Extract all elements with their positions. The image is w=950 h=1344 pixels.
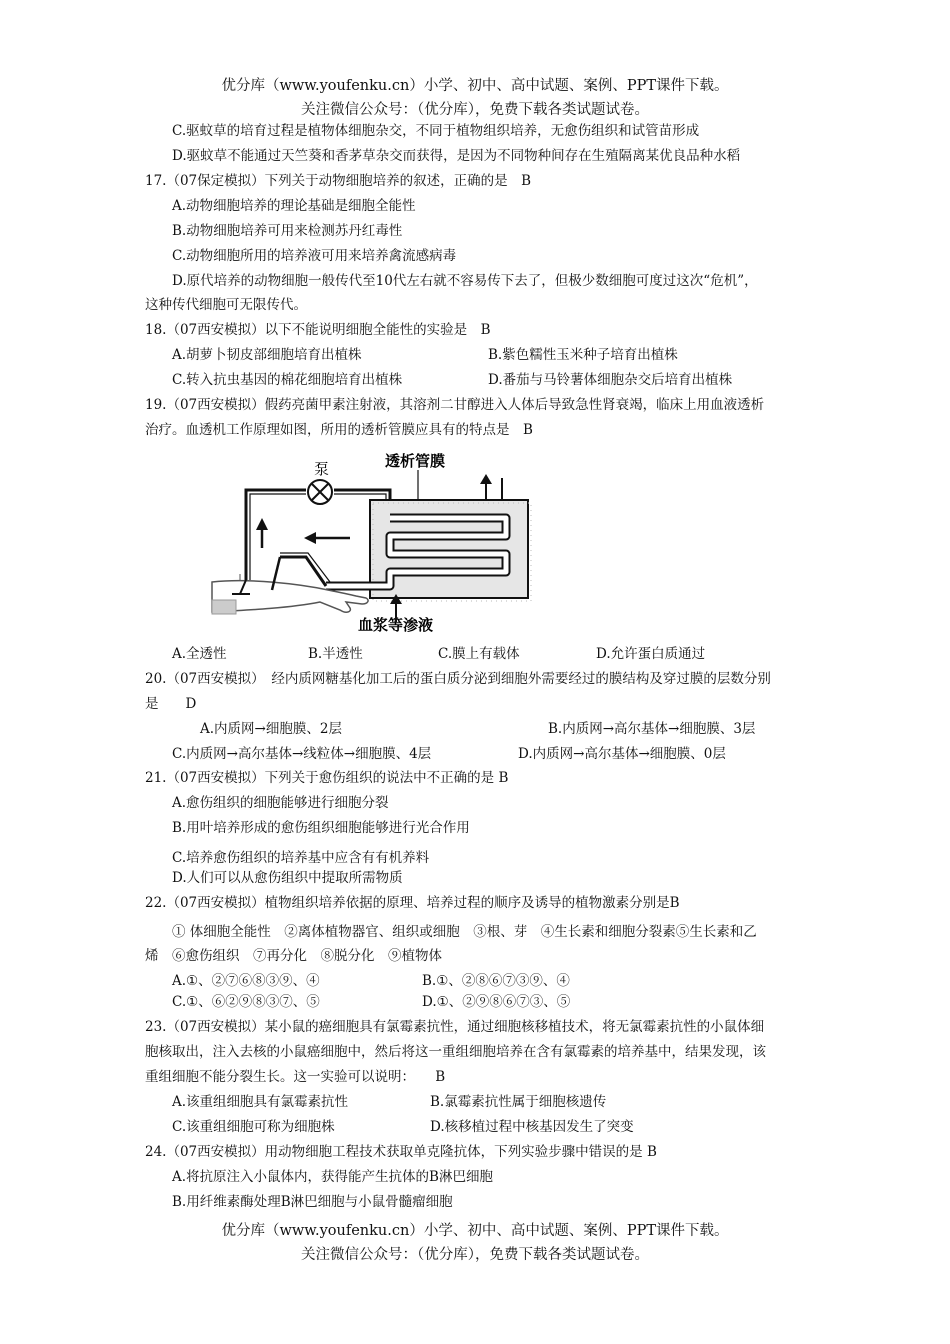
q18-option-b: B.紫色糯性玉米种子培育出植株 [488, 347, 678, 363]
q21-stem: 21.（07西安模拟）下列关于愈伤组织的说法中不正确的是 B [145, 770, 509, 786]
q19-stem-2: 治疗。血透机工作原理如图，所用的透析管膜应具有的特点是 B [145, 422, 533, 438]
q19-option-b: B.半透性 [308, 646, 363, 662]
q23-option-d: D.核移植过程中核基因发生了突变 [430, 1119, 634, 1135]
q23-stem-1: 23.（07西安模拟）某小鼠的癌细胞具有氯霉素抗性，通过细胞核移植技术，将无氯霉素抗性的小鼠体细 [145, 1019, 765, 1035]
pump-icon [308, 480, 332, 504]
q21-option-a: A.愈伤组织的细胞能够进行细胞分裂 [172, 795, 389, 811]
q20-option-d: D.内质网→高尔基体→细胞膜、0层 [518, 746, 726, 762]
q22-option-d: D.①、②⑨⑧⑥⑦③、⑤ [422, 994, 571, 1010]
q23-stem-2: 胞核取出，注入去核的小鼠癌细胞中，然后将这一重组细胞培养在含有氯霉素的培养基中，结果发现，该 [145, 1044, 766, 1060]
inflow-tube [280, 557, 326, 586]
q17-option-d: D.原代培养的动物细胞一般传代至10代左右就不容易传下去了，但极少数细胞可度过这次“危机”， [172, 273, 758, 289]
q23-stem-3: 重组细胞不能分裂生长。这一实验可以说明： B [145, 1069, 446, 1085]
q19-option-c: C.膜上有载体 [438, 646, 520, 662]
footer-line-1: 优分库（www.youfenku.cn）小学、初中、高中试题、案例、PPT课件下载。 [221, 1223, 729, 1239]
q20-option-c: C.内质网→高尔基体→线粒体→细胞膜、4层 [172, 746, 432, 762]
q18-option-c: C.转入抗虫基因的棉花细胞培育出植株 [172, 372, 403, 388]
q17-option-c: C.动物细胞所用的培养液可用来培养禽流感病毒 [172, 248, 457, 264]
header-line-1: 优分库（www.youfenku.cn）小学、初中、高中试题、案例、PPT课件下载。 [221, 78, 729, 94]
q24-option-a: A.将抗原注入小鼠体内，获得能产生抗体的B淋巴细胞 [172, 1169, 493, 1185]
q16-option-c: C.驱蚊草的培育过程是植物体细胞杂交，不同于植物组织培养，无愈伤组织和试管苗形成 [172, 123, 700, 139]
q18-option-d: D.番茄与马铃薯体细胞杂交后培育出植株 [488, 372, 733, 388]
q21-option-b: B.用叶培养形成的愈伤组织细胞能够进行光合作用 [172, 820, 470, 836]
plasma-label: 血浆等渗液 [358, 616, 434, 634]
q20-option-b: B.内质网→高尔基体→细胞膜、3层 [548, 721, 756, 737]
footer-line-2: 关注微信公众号：（优分库），免费下载各类试题试卷。 [301, 1247, 649, 1263]
q22-stem: 22.（07西安模拟）植物组织培养依据的原理、培养过程的顺序及诱导的植物激素分别是B [145, 895, 680, 911]
q17-stem: 17.（07保定模拟）下列关于动物细胞培养的叙述，正确的是 B [145, 173, 532, 189]
q23-option-b: B.氯霉素抗性属于细胞核遗传 [430, 1094, 607, 1110]
q19-option-a: A.全透性 [172, 646, 227, 662]
header-line-2: 关注微信公众号：（优分库），免费下载各类试题试卷。 [301, 102, 649, 118]
dialysis-diagram [210, 452, 540, 637]
q18-stem: 18.（07西安模拟）以下不能说明细胞全能性的实验是 B [145, 322, 491, 338]
q16-option-d: D.驱蚊草不能通过天竺葵和香茅草杂交而获得，是因为不同物种间存在生殖隔离某优良品种水稻 [172, 148, 741, 164]
q17-option-b: B.动物细胞培养可用来检测苏丹红毒性 [172, 223, 403, 239]
q23-option-a: A.该重组细胞具有氯霉素抗性 [172, 1094, 349, 1110]
q22-items-1: ① 体细胞全能性 ②离体植物器官、组织或细胞 ③根、芽 ④生长素和细胞分裂素⑤生长素和乙 [172, 924, 757, 940]
q17-option-d-cont: 这种传代细胞可无限传代。 [145, 297, 307, 313]
q20-option-a: A.内质网→细胞膜、2层 [200, 721, 342, 737]
q23-option-c: C.该重组细胞可称为细胞株 [172, 1119, 335, 1135]
q20-stem-1: 20.（07西安模拟） 经内质网糖基化加工后的蛋白质分泌到细胞外需要经过的膜结构及穿过膜的层数分别 [145, 671, 771, 687]
q21-option-c: C.培养愈伤组织的培养基中应含有有机养料 [172, 850, 430, 866]
membrane-label: 透析管膜 [385, 452, 446, 470]
q22-option-b: B.①、②⑧⑥⑦③⑨、④ [422, 973, 570, 989]
q19-option-d: D.允许蛋白质通过 [596, 646, 706, 662]
q22-items-2: 烯 ⑥愈伤组织 ⑦再分化 ⑧脱分化 ⑨植物体 [145, 948, 442, 964]
q22-option-c: C.①、⑥②⑨⑧③⑦、⑤ [172, 994, 320, 1010]
q24-option-b: B.用纤维素酶处理B淋巴细胞与小鼠骨髓瘤细胞 [172, 1194, 453, 1210]
q20-stem-2: 是 D [145, 696, 197, 712]
q19-stem-1: 19.（07西安模拟）假药亮菌甲素注射液，其溶剂二甘醇进入人体后导致急性肾衰竭，临床上用血液透析 [145, 397, 765, 413]
pump-label: 泵 [314, 460, 330, 478]
q22-option-a: A.①、②⑦⑥⑧③⑨、④ [172, 973, 320, 989]
q24-stem: 24.（07西安模拟）用动物细胞工程技术获取单克隆抗体，下列实验步骤中错误的是 B [145, 1144, 657, 1160]
q18-option-a: A.胡萝卜韧皮部细胞培育出植株 [172, 347, 362, 363]
q17-option-a: A.动物细胞培养的理论基础是细胞全能性 [172, 198, 416, 214]
q21-option-d: D.人们可以从愈伤组织中提取所需物质 [172, 870, 403, 886]
